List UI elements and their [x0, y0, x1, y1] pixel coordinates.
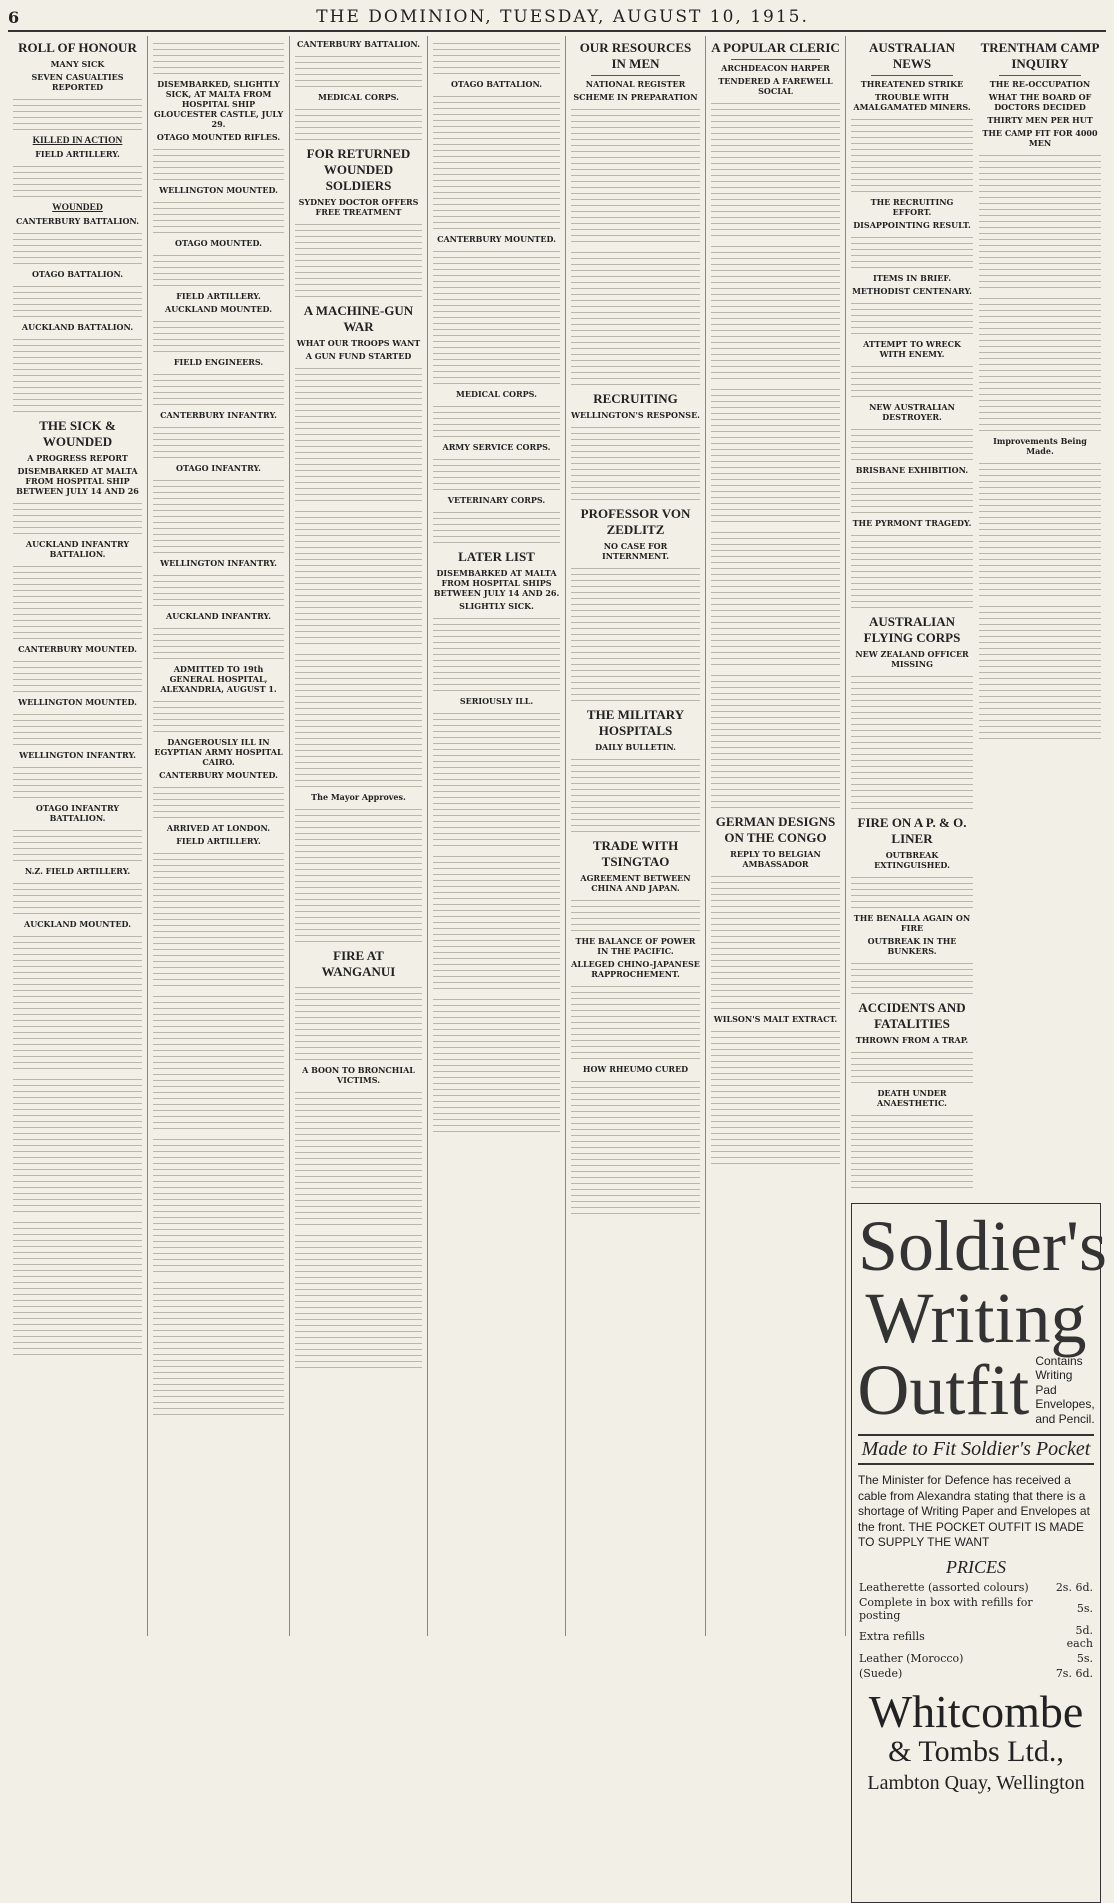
headline-military-hospitals: THE MILITARY HOSPITALS [586, 707, 685, 738]
subhead: THE BALANCE OF POWER IN THE PACIFIC. [575, 936, 696, 956]
subhead: ITEMS IN BRIEF. [873, 273, 951, 283]
subhead: DEATH UNDER ANAESTHETIC. [877, 1088, 947, 1108]
article-text [153, 1277, 284, 1417]
article-text [13, 498, 142, 536]
article-text [295, 1230, 422, 1370]
section-label: OTAGO MOUNTED. [175, 238, 262, 248]
article-text [851, 232, 973, 270]
subhead: SEVEN CASUALTIES REPORTED [31, 72, 124, 92]
article-text [153, 250, 284, 288]
subhead: DISEMBARKED AT MALTA FROM HOSPITAL SHIP BETWEEN JULY 14 AND 26 [16, 466, 139, 496]
headline-professor: PROFESSOR VON ZEDLITZ [580, 506, 691, 537]
subhead: METHODIST CENTENARY. [852, 286, 972, 296]
price-row: Extra refills 5d. each [859, 1623, 1093, 1650]
article-text [153, 782, 284, 820]
section-label: FIELD ENGINEERS. [173, 357, 264, 367]
article-text [295, 1087, 422, 1227]
subhead: Improvements Being Made. [993, 436, 1087, 456]
article-text [153, 623, 284, 661]
price-row: (Suede) 7s. 6d. [859, 1666, 1093, 1680]
article-text [13, 1074, 142, 1214]
article-text [295, 51, 422, 89]
article-text [979, 150, 1101, 290]
ad-firm-suffix: & Tombs Ltd., [888, 1734, 1064, 1768]
article-text [295, 804, 422, 944]
section-label: FIELD ARTILLERY. [35, 149, 120, 159]
section-label: CANTERBURY BATTALION. [15, 216, 140, 226]
column-3 [290, 36, 428, 1636]
subhead: ATTEMPT TO WRECK WITH ENEMY. [863, 339, 961, 359]
subhead: A GUN FUND STARTED [305, 351, 412, 361]
article-text [13, 281, 142, 319]
subhead: The Mayor Approves. [311, 792, 406, 802]
subhead: DISEMBARKED, SLIGHTLY SICK, AT MALTA FROM HOSPITAL SHIP GLOUCESTER CASTLE, JULY 29. [153, 79, 284, 129]
article-text [711, 98, 840, 238]
headline-wanganui-fire: FIRE AT WANGANUI [321, 948, 396, 979]
article-text [571, 981, 700, 1061]
section-label: AUCKLAND INFANTRY BATTALION. [25, 539, 130, 559]
article-text [851, 1047, 973, 1085]
article-text [295, 219, 422, 299]
article-text [153, 197, 284, 235]
article-text [153, 38, 284, 76]
column-7a [851, 36, 973, 1193]
subhead: DANGEROUSLY ILL IN EGYPTIAN ARMY HOSPITAL CAIRO. [154, 737, 283, 767]
section-label: MEDICAL CORPS. [318, 92, 399, 102]
column-2 [148, 36, 290, 1636]
headline-flying-corps: AUSTRALIAN FLYING CORPS [863, 614, 961, 645]
article-text [153, 369, 284, 407]
subhead: THE PYRMONT TRAGEDY. [852, 518, 972, 528]
article-text [153, 144, 284, 182]
subhead: THREATENED STRIKE [860, 79, 964, 89]
section-label: WELLINGTON MOUNTED. [159, 185, 278, 195]
article-text [153, 422, 284, 460]
article-text [153, 696, 284, 734]
section-label: FIELD ARTILLERY. [176, 836, 261, 846]
article-text [851, 958, 973, 996]
price-row: Leather (Morocco) 5s. [859, 1651, 1093, 1665]
article-text [153, 570, 284, 608]
article-text [13, 878, 142, 916]
article-text [295, 363, 422, 503]
article-text [433, 613, 560, 693]
subhead: WHAT THE BOARD OF DOCTORS DECIDED [988, 92, 1092, 112]
article-text [295, 104, 422, 142]
section-label: WELLINGTON INFANTRY. [160, 558, 277, 568]
subhead: THE BENALLA AGAIN ON FIRE [853, 913, 971, 933]
masthead [8, 4, 1106, 32]
headline-accidents: ACCIDENTS AND FATALITIES [858, 1000, 966, 1031]
column-1 [8, 36, 148, 1636]
column-6 [706, 36, 846, 1636]
article-text [433, 91, 560, 231]
article-text [153, 848, 284, 988]
article-text [433, 454, 560, 492]
section-label: CANTERBURY BATTALION. [296, 39, 421, 49]
ad-line-soldiers: Soldier's [858, 1206, 1107, 1286]
headline-german-congo: GERMAN DESIGNS ON THE CONGO [715, 814, 836, 845]
article-text [979, 293, 1101, 433]
subhead: TROUBLE WITH AMALGAMATED MINERS. [853, 92, 971, 112]
article-text [711, 1026, 840, 1166]
subhead: ARCHDEACON HARPER [721, 63, 830, 73]
subhead: THROWN FROM A TRAP. [855, 1035, 969, 1045]
subhead: THE RE-OCCUPATION [989, 79, 1091, 89]
section-label: WELLINGTON MOUNTED. [18, 697, 137, 707]
article-text [433, 246, 560, 386]
article-text [851, 671, 973, 811]
subhead: WELLINGTON'S RESPONSE. [571, 410, 700, 420]
section-label: CANTERBURY MOUNTED. [159, 770, 278, 780]
section-label: OTAGO INFANTRY BATTALION. [35, 803, 120, 823]
section-label: WELLINGTON INFANTRY. [19, 750, 136, 760]
column-4 [428, 36, 566, 1636]
article-text [979, 458, 1101, 598]
article-text [571, 895, 700, 933]
subhead: THIRTY MEN PER HUT [987, 115, 1093, 125]
subhead: DISAPPOINTING RESULT. [853, 220, 971, 230]
article-text [851, 477, 973, 515]
subhead: NEW ZEALAND OFFICER MISSING [855, 649, 969, 669]
section-label: OTAGO BATTALION. [31, 269, 124, 279]
price-table [858, 1580, 1094, 1681]
article-text [295, 506, 422, 646]
section-label: OTAGO MOUNTED RIFLES. [156, 132, 281, 142]
section-label: AUCKLAND INFANTRY. [166, 611, 271, 621]
section-label: CANTERBURY MOUNTED. [18, 644, 137, 654]
section-label: AUCKLAND MOUNTED. [165, 304, 272, 314]
subhead: WOUNDED [52, 203, 103, 213]
headline-sick-wounded: THE SICK & WOUNDED [39, 418, 116, 449]
article-text [851, 361, 973, 399]
section-label: MEDICAL CORPS. [456, 389, 537, 399]
section-label: AUCKLAND BATTALION. [21, 322, 134, 332]
subhead: ARRIVED AT LONDON. [166, 823, 271, 833]
section-label: AUCKLAND MOUNTED. [24, 919, 131, 929]
article-text [153, 991, 284, 1131]
subhead: A BOON TO BRONCHIAL VICTIMS. [302, 1065, 415, 1085]
section-label: CANTERBURY INFANTRY. [160, 410, 277, 420]
subhead: A PROGRESS REPORT [27, 453, 128, 463]
section-label: ARMY SERVICE CORPS. [442, 442, 551, 452]
subhead: ADMITTED TO 19th GENERAL HOSPITAL, ALEXANDRIA, AUGUST 1. [160, 664, 277, 694]
ad-firm-name: Whitcombe [868, 1685, 1084, 1737]
article-text [851, 530, 973, 610]
ad-contains: Contains Writing Pad Envelopes, and Pencil. [1035, 1354, 1095, 1426]
article-text [433, 851, 560, 991]
article-text [571, 247, 700, 387]
subhead: BRISBANE EXHIBITION. [855, 465, 969, 475]
article-text [851, 298, 973, 336]
article-text [979, 601, 1101, 741]
subhead: MANY SICK [50, 59, 105, 69]
article-text [153, 475, 284, 555]
article-text [433, 38, 560, 76]
article-text [711, 871, 840, 1011]
ad-line-outfit: Outfit [857, 1350, 1030, 1430]
subhead: OUTBREAK IN THE BUNKERS. [867, 936, 957, 956]
article-text [153, 1134, 284, 1274]
subhead: REPLY TO BELGIAN AMBASSADOR [730, 849, 821, 869]
article-text [13, 94, 142, 132]
subhead: SCHEME IN PREPARATION [573, 92, 698, 102]
subhead: WHAT OUR TROOPS WANT [296, 338, 421, 348]
ad-line-writing: Writing [865, 1278, 1087, 1358]
article-text [571, 104, 700, 244]
article-text [851, 114, 973, 194]
subhead: ALLEGED CHINO-JAPANESE RAPPROCHEMENT. [571, 959, 700, 979]
ad-slogan: Made to Fit Soldier's Pocket [858, 1434, 1094, 1465]
headline-trentham: TRENTHAM CAMP INQUIRY [980, 40, 1100, 71]
column-7b [979, 36, 1101, 1193]
paper-title: THE DOMINION, TUESDAY, AUGUST 10, 1915. [316, 7, 809, 27]
price-row: Complete in box with refills for posting 5s. [859, 1595, 1093, 1622]
article-text [711, 527, 840, 667]
headline-australian-news: AUSTRALIAN NEWS [869, 40, 955, 71]
article-text [711, 241, 840, 381]
article-text [13, 161, 142, 199]
article-text [13, 228, 142, 266]
article-text [433, 401, 560, 439]
subhead: KILLED IN ACTION [32, 136, 123, 146]
subhead: TENDERED A FAREWELL SOCIAL [718, 76, 833, 96]
article-text [571, 1076, 700, 1216]
headline-fire-liner: FIRE ON A P. & O. LINER [857, 815, 967, 846]
headline-returned-soldiers: FOR RETURNED WOUNDED SOLDIERS [306, 146, 411, 193]
section-label: OTAGO BATTALION. [450, 79, 543, 89]
ad-body: The Minister for Defence has received a cable from Alexandra stating that there is a shortage of Writing Paper and Envelopes at the front. THE POCKET OUTFIT IS MADE TO SUPPLY THE WANT [858, 1473, 1090, 1550]
ad-address: Lambton Quay, Wellington [867, 1771, 1085, 1794]
headline-tsingtao: TRADE WITH TSINGTAO [592, 838, 679, 869]
whitcombe-advertisement [851, 1203, 1107, 1903]
section-label: VETERINARY CORPS. [447, 495, 546, 505]
subhead: NO CASE FOR INTERNMENT. [601, 541, 670, 561]
article-text [153, 316, 284, 354]
column-7 [846, 36, 1107, 1794]
article-text [13, 762, 142, 800]
page-number: 6 [8, 7, 20, 27]
article-text [851, 872, 973, 910]
headline-machine-gun: A MACHINE-GUN WAR [303, 303, 414, 334]
article-text [13, 931, 142, 1071]
subhead: SYDNEY DOCTOR OFFERS FREE TREATMENT [298, 197, 419, 217]
subhead: OUTBREAK EXTINGUISHED. [874, 850, 950, 870]
headline-recruiting: RECRUITING [593, 391, 678, 406]
article-text [13, 825, 142, 863]
article-text [13, 1217, 142, 1357]
article-text [711, 670, 840, 810]
article-text [295, 649, 422, 789]
headline-later-list: LATER LIST [458, 549, 535, 564]
section-label: CANTERBURY MOUNTED. [437, 234, 556, 244]
headline-resources: OUR RESOURCES IN MEN [579, 40, 692, 71]
subhead: THE RECRUITING EFFORT. [870, 197, 954, 217]
article-text [295, 982, 422, 1062]
section-label: FIELD ARTILLERY. [176, 291, 261, 301]
article-text [851, 424, 973, 462]
article-text [13, 656, 142, 694]
article-text [433, 507, 560, 545]
article-text [13, 334, 142, 414]
subhead: AGREEMENT BETWEEN CHINA AND JAPAN. [580, 873, 691, 893]
column-5 [566, 36, 706, 1636]
subhead: SERIOUSLY ILL. [459, 696, 534, 706]
headline-roll-of-honour: ROLL OF HONOUR [18, 40, 137, 55]
subhead: DAILY BULLETIN. [595, 742, 676, 752]
price-row: Leatherette (assorted colours) 2s. 6d. [859, 1580, 1093, 1594]
article-text [433, 994, 560, 1134]
subhead: SLIGHTLY SICK. [459, 601, 534, 611]
article-text [13, 709, 142, 747]
ad-prices-label: PRICES [946, 1556, 1006, 1577]
subhead: NEW AUSTRALIAN DESTROYER. [869, 402, 955, 422]
article-text [851, 1110, 973, 1190]
section-label: OTAGO INFANTRY. [176, 463, 261, 473]
subhead: THE CAMP FIT FOR 4000 MEN [982, 128, 1098, 148]
subhead: NATIONAL REGISTER [585, 79, 686, 89]
article-text [571, 422, 700, 502]
article-text [571, 563, 700, 703]
subhead: HOW RHEUMO CURED [582, 1064, 689, 1074]
article-text [433, 708, 560, 848]
section-label: N.Z. FIELD ARTILLERY. [24, 866, 131, 876]
headline-popular-cleric: A POPULAR CLERIC [711, 40, 840, 55]
article-text [571, 754, 700, 834]
subhead: WILSON'S MALT EXTRACT. [713, 1014, 838, 1024]
subhead: DISEMBARKED AT MALTA FROM HOSPITAL SHIPS BETWEEN JULY 14 AND 26. [433, 568, 560, 598]
article-text [711, 384, 840, 524]
article-text [13, 561, 142, 641]
